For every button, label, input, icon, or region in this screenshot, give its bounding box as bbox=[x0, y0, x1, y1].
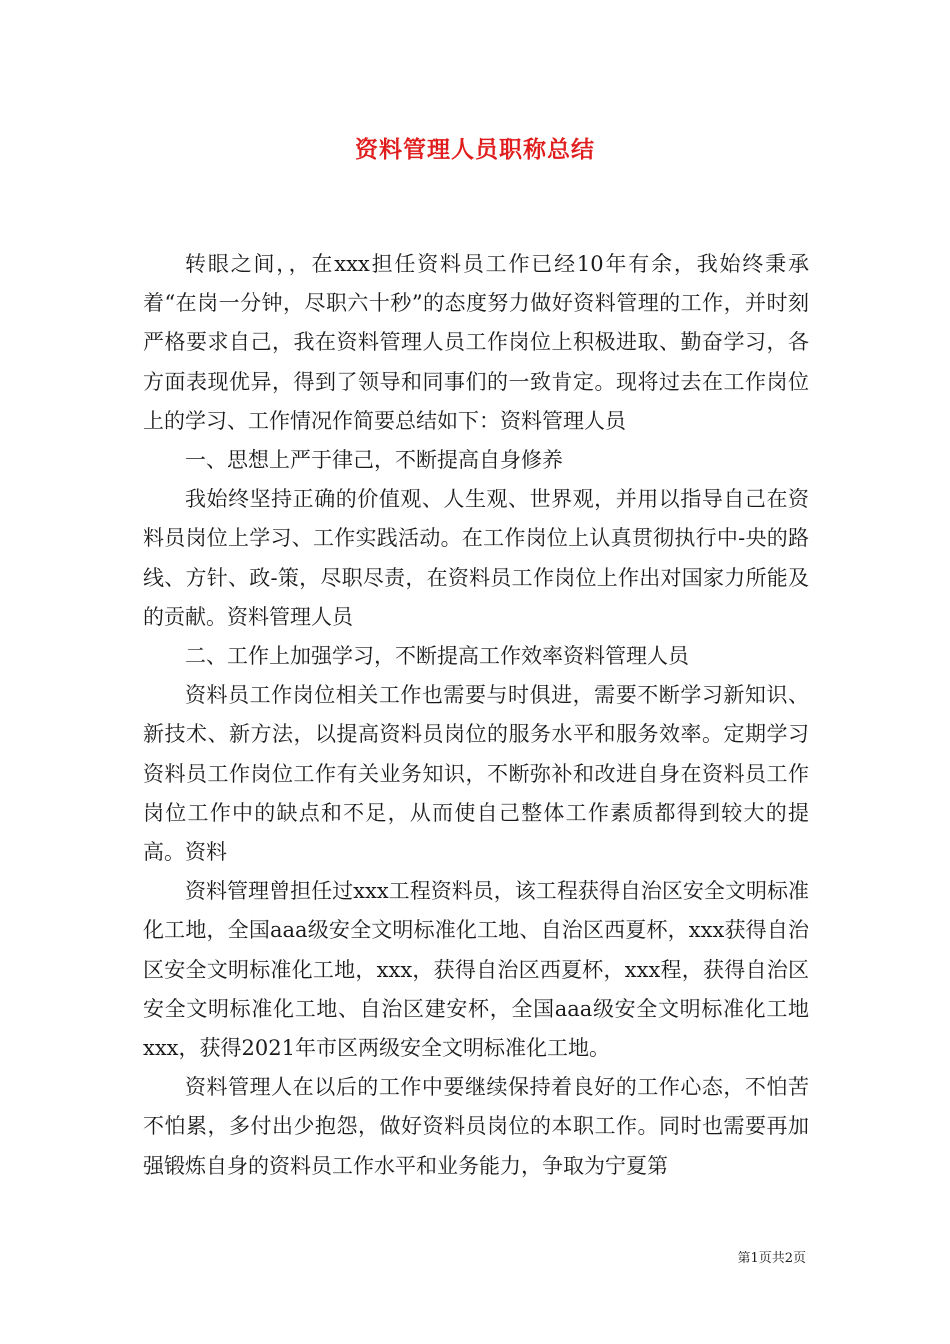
paragraph-section-2: 资料员工作岗位相关工作也需要与时俱进，需要不断学习新知识、新技术、新方法，以提高资料员岗位的服务水平和服务效率。定期学习资料员工作岗位工作有关业务知识，不断弥补和改进自身在资料员工作岗位工作中的缺点和不足，从而使自己整体工作素质都得到较大的提高。资料 bbox=[143, 683, 809, 865]
document-body bbox=[143, 245, 809, 1186]
paragraph-projects: 资料管理曾担任过xxx工程资料员，该工程获得自治区安全文明标准化工地，全国aaa级安全文明标准化工地、自治区西夏杯，xxx获得自治区安全文明标准化工地，xxx，获得自治区西夏杯，xxx程，获得自治区安全文明标准化工地、自治区建安杯，全国aaa级安全文明标准化工地xxx，获得2021年市区两级安全文明标准化工地。 bbox=[143, 879, 809, 1061]
page-number-footer: 第1页共2页 bbox=[737, 1251, 806, 1266]
heading-section-1: 一、思想上严于律己，不断提高自身修养 bbox=[185, 448, 563, 473]
paragraph-outlook: 资料管理人在以后的工作中要继续保持着良好的工作心态，不怕苦不怕累，多付出少抱怨，做好资料员岗位的本职工作。同时也需要再加强锻炼自身的资料员工作水平和业务能力，争取为宁夏第 bbox=[143, 1075, 809, 1178]
paragraph-section-1: 我始终坚持正确的价值观、人生观、世界观，并用以指导自己在资料员岗位上学习、工作实践活动。在工作岗位上认真贯彻执行中-央的路线、方针、政-策，尽职尽责，在资料员工作岗位上作出对国家力所能及的贡献。资料管理人员 bbox=[143, 487, 809, 629]
document-title: 资料管理人员职称总结 bbox=[355, 136, 595, 163]
paragraph-intro: 转眼之间，，在xxx担任资料员工作已经10年有余，我始终秉承着“在岗一分钟，尽职六十秒”的态度努力做好资料管理的工作，并时刻严格要求自己，我在资料管理人员工作岗位上积极进取、勤奋学习，各方面表现优异，得到了领导和同事们的一致肯定。现将过去在工作岗位上的学习、工作情况作简要总结如下：资料管理人员 bbox=[143, 252, 809, 433]
heading-section-2: 二、工作上加强学习，不断提高工作效率资料管理人员 bbox=[185, 644, 689, 669]
